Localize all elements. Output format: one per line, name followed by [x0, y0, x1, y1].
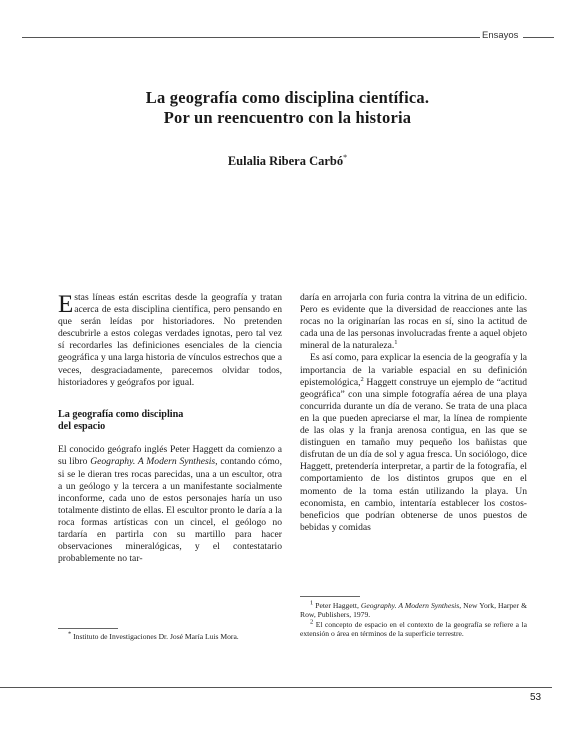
footnotes-right [300, 601, 527, 639]
intro-text: stas líneas están escritas desde la geografía y tratan acerca de esta disciplina científica, pero pensando en que serán leídas por historiadores. No pretenden descubrirle a estos colegas verdades ignotas, pero tal vez sí recordarles las definiciones esenciales de la ciencia geográfica y una larga historia de vínculos estrechos que a veces, desgraciadamente, parecemos olvidar todos, historiadores y geógrafos por igual. [58, 292, 282, 388]
body-paragraph-photo [300, 352, 527, 533]
footnote-1-title: Geography. A Modern Synthesis [360, 601, 460, 610]
footnote-1-text-b: , New York, Harper & Row, Publishers, 1979. [300, 601, 527, 620]
footnote-affiliation-text: Instituto de Investigaciones Dr. José María Luis Mora. [73, 632, 239, 641]
intro-paragraph [58, 292, 282, 389]
body-text-b: , contando cómo, si se le dieran tres rocas parecidas, una a un escultor, otra a un geólogo y la tercera a un manifestante socialmente inconforme, cada uno de estos personajes haría un uso totalmente distinto de ellas. El escultor pronto le daría a la roca formas artísticas con un cincel, el geólogo no tardaría en partirla con su martillo para hacer observaciones mineralógicas, y el contestatario probablemente no tar- [58, 456, 282, 565]
body-text-a: El conocido geógrafo inglés Peter Haggett da comienzo a su libro [58, 444, 282, 468]
page-number: 53 [530, 692, 542, 703]
body-paragraph-rocks [300, 292, 527, 352]
section-label: Ensayos [482, 30, 519, 41]
footnote-1 [300, 601, 527, 620]
left-column [58, 292, 282, 565]
footer-rule [0, 687, 552, 688]
footnote-2 [300, 620, 527, 639]
header-rule-left [22, 37, 480, 38]
footnote-1-mark: 1 [310, 599, 314, 607]
footnote-ref-1: 1 [394, 339, 398, 347]
right-column [300, 292, 527, 534]
footnote-ref-2: 2 [360, 375, 364, 383]
footnotes-left [58, 632, 282, 641]
footnote-2-mark: 2 [310, 618, 314, 626]
section-heading-line-2: del espacio [58, 421, 106, 433]
author-byline [0, 153, 575, 169]
photo-text-a: Es así como, para explicar la esencia de la geografía y la importancia de la variable espacial en su definición epistemológica, [300, 352, 527, 388]
footnote-1-text-a: Peter Haggett, [315, 601, 361, 610]
rocks-text: daría en arrojarla con furia contra la vitrina de un edificio. Pero es evidente que la diversidad de reacciones ante las rocas no la originarían las rocas en sí, sino la actitud de cada una de las personas involucradas frente a aquel objeto mineral de la naturaleza. [300, 292, 527, 352]
footnote-rule-left [58, 628, 118, 629]
body-paragraph-haggett [58, 444, 282, 565]
drop-cap: E [58, 291, 74, 318]
author-name: Eulalia Ribera Carbó [227, 154, 344, 169]
title-line-1: La geografía como disciplina científica. [145, 88, 430, 107]
photo-text-b: Haggett construye un ejemplo de “actitud geográfica” con una simple fotografía aérea de una playa concurrida durante un día de verano. Se trata de una placa en la que pueden apreciarse el mar, la línea de rompiente de las olas y la franja arenosa contigua, en las que se distinguen en tamaño muy pequeño los bañistas que disfrutan de un día de sol y agua fresca. Un sociólogo, dice Haggett, pretendería interpretar, a partir de la fotografía, el comportamiento de los distintos grupos que en el momento de la toma están utilizando la playa. Un economista, en cambio, intentaría establecer los costos-beneficios que podrían obtenerse de unos puestos de bebidas y comidas [300, 376, 527, 533]
book-title: Geography. A Modern Synthesis [90, 456, 216, 468]
section-heading-line-1: La geografía como disciplina [58, 408, 184, 420]
footnote-rule-right [300, 596, 360, 597]
author-footnote-mark: * [343, 153, 348, 162]
article-title [0, 88, 575, 128]
header-rule-right [523, 37, 554, 38]
footnote-mark-star: * [68, 630, 72, 638]
footnote-affiliation [58, 632, 282, 641]
section-heading [58, 409, 282, 434]
footnote-2-text: El concepto de espacio en el contexto de la geografía se refiere a la extensión o área en términos de la superficie terrestre. [300, 619, 527, 639]
title-line-2: Por un reencuentro con la historia [163, 108, 412, 127]
